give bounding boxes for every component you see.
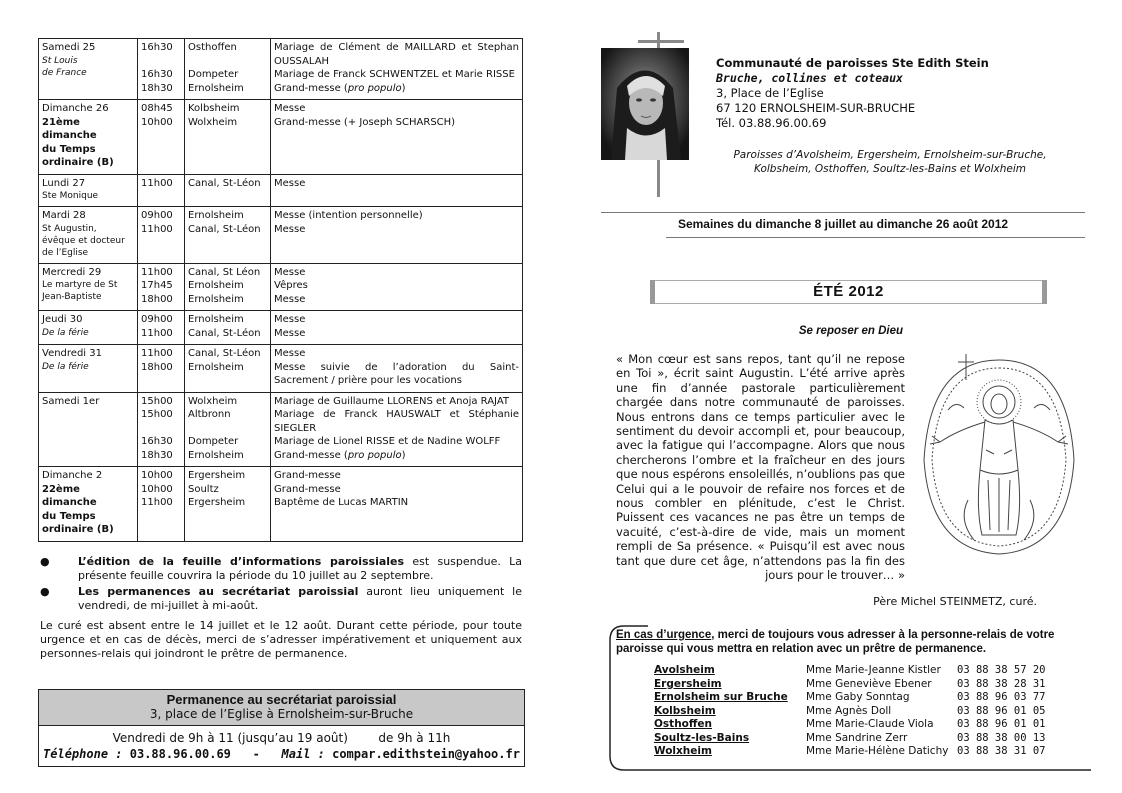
permanence-body — [39, 726, 524, 766]
schedule-row — [39, 207, 523, 264]
org-name: Communauté de paroisses Ste Edith Stein — [716, 56, 989, 70]
day-detail: Jean-Baptiste — [42, 292, 102, 302]
place: Ernolsheim — [188, 280, 244, 291]
reflection-body: « Mon cœur est sans repos, tant qu’il ne repose en Toi », écrit saint Augustin. L’été arrive après une fin d’année pastorale particulièrement chargée dans notre communauté de paroisses. Nous entrons dans ce temps particulier avec le sentiment du devoir accompli et, pour beaucoup, avec la fatigue qui l’accompagne. Alors que nous chercherons l’ombre et la fraîcheur en des jours que nous espérons ensoleillés, n’oublions pas que Celui qui a le pouvoir de refaire nos forces et de nous combler en plénitude, c’est le Christ. Puissent ces vacances ne pas être un temps de vacuité, c’est-à-dire de vide, mais un moment rempli de Sa présence. « Puisqu’il est avec nous tant que dure cet âge, n’attendons pas la fin des jours pour le trouver… » — [616, 352, 905, 583]
schedule-row — [39, 311, 523, 345]
event: Grand-messe (pro populo) — [274, 82, 406, 94]
place: Ergersheim — [188, 470, 246, 481]
event: Messe — [274, 314, 306, 325]
contact-phone: 03 88 38 28 31 — [957, 677, 1046, 690]
time-cell — [138, 263, 185, 311]
contact-village: Avolsheim — [654, 664, 715, 676]
event-cell — [271, 311, 523, 345]
place: Kolbsheim — [188, 103, 240, 114]
place: Osthoffen — [188, 42, 237, 53]
day-detail: du Temps — [42, 510, 96, 522]
contact-village: Wolxheim — [654, 745, 712, 757]
event: Mariage de Clément de MAILLARD et Stephan — [274, 42, 519, 53]
event: Messe — [274, 348, 306, 359]
contact-person: Mme Marie-Hélène Datichy — [806, 745, 949, 757]
urgence-body: , merci de toujours vous adresser à la personne-relais de votre paroisse qui vous mettra en relation avec un prêtre de permanence. — [616, 629, 1055, 655]
parishes-line-2: Kolbsheim, Osthoffen, Soultz-les-Bains et Wolxheim — [753, 163, 1027, 175]
day-label: Mercredi 29 — [42, 266, 102, 278]
day-cell — [39, 39, 138, 100]
time: 11h00 — [141, 327, 173, 339]
contact-person: Mme Marie-Claude Viola — [806, 718, 934, 730]
event-cell — [271, 100, 523, 175]
day-detail: Ste Monique — [42, 191, 99, 201]
reflection-title: Se reposer en Dieu — [798, 325, 903, 337]
banner-title: ÉTÉ 2012 — [813, 283, 884, 300]
bullet-icon: ● — [40, 585, 50, 598]
parishes-line-1: Paroisses d’Avolsheim, Ergersheim, Ernolsheim-sur-Bruche, — [733, 149, 1047, 161]
event: SIEGLER — [274, 422, 317, 434]
place-cell — [185, 467, 271, 542]
day-label: Dimanche 26 — [42, 103, 109, 114]
time: 11h00 — [141, 177, 173, 189]
time: 09h00 — [141, 314, 173, 325]
day-label: Dimanche 2 — [42, 470, 103, 481]
place: Canal, St-Léon — [188, 223, 261, 235]
time: 11h00 — [141, 223, 173, 235]
day-label: Jeudi 30 — [42, 314, 83, 325]
place: Ernolsheim — [188, 210, 244, 221]
phone-label: Téléphone : — [43, 747, 123, 761]
place: Canal, St-Léon — [188, 348, 261, 359]
place — [188, 422, 267, 436]
time: 09h00 — [141, 210, 173, 221]
org-address-2: 67 120 ERNOLSHEIM-SUR-BRUCHE — [716, 101, 916, 115]
place-cell — [185, 100, 271, 175]
time — [141, 55, 181, 69]
day-detail: Le martyre de St — [42, 280, 118, 290]
event: Baptême de Lucas MARTIN — [274, 497, 409, 508]
event: Messe suivie de l’adoration du Saint- — [274, 361, 519, 373]
place: Ernolsheim — [188, 82, 244, 94]
event: Mariage de Franck HAUSWALT et Stéphanie — [274, 409, 519, 420]
event: Messe — [274, 327, 306, 339]
time: 17h45 — [141, 280, 173, 291]
contact-phone: 03 88 96 01 05 — [957, 704, 1046, 717]
permanence-address: 3, place de l’Eglise à Ernolsheim-sur-Bruche — [149, 707, 414, 721]
time: 11h00 — [141, 266, 173, 278]
schedule-row — [39, 39, 523, 100]
day-detail: De la férie — [42, 327, 89, 338]
contact-village: Osthoffen — [654, 718, 712, 730]
event: Mariage de Guillaume LLORENS et Anoja RAJAT — [274, 395, 509, 407]
place-cell — [185, 207, 271, 264]
absence-paragraph: Le curé est absent entre le 14 juillet et le 12 août. Durant cette période, pour toute urgence et en cas de décès, merci de s’adresser impérativement et uniquement aux personnes-relais qui joindront le prêtre de permanence. — [40, 619, 522, 660]
phone-number: 03.88.96.00.69 — [129, 747, 231, 761]
event: Mariage de Franck SCHWENTZEL et Marie RISSE — [274, 69, 515, 80]
permanence-contact — [39, 746, 524, 762]
mail-address: compar.edithstein@yahoo.fr — [332, 747, 520, 761]
time: 11h00 — [141, 348, 173, 359]
place-cell — [185, 392, 271, 467]
note-2-bold: Les permanences au secrétariat paroissial — [78, 585, 359, 598]
contact-phone: 03 88 96 03 77 — [957, 691, 1046, 703]
day-detail: 21ème dimanche — [42, 116, 97, 141]
place: Ergersheim — [188, 497, 246, 508]
day-detail: de France — [42, 67, 87, 78]
place: Dompeter — [188, 69, 239, 80]
day-cell — [39, 345, 138, 393]
weeks-heading: Semaines du dimanche 8 juillet au dimanche 26 août 2012 — [677, 217, 1009, 231]
time: 15h00 — [141, 409, 173, 420]
schedule-row — [39, 263, 523, 311]
event: Grand-messe (pro populo) — [274, 449, 406, 461]
schedule-table — [38, 38, 523, 542]
time: 18h30 — [141, 82, 173, 94]
day-detail: de l’Eglise — [42, 247, 89, 258]
event-cell — [271, 263, 523, 311]
event: Sacrement / prière pour les vocations — [274, 375, 462, 386]
event: OUSSALAH — [274, 55, 330, 67]
urgence-label: En cas d’urgence — [616, 629, 712, 641]
contact-row — [654, 705, 1046, 719]
time-cell — [138, 345, 185, 393]
note-2-text: auront lieu uniquement le vendredi, de mi-juillet à mi-août. — [78, 585, 522, 612]
schedule-row — [39, 174, 523, 207]
contact-row — [654, 745, 1046, 759]
day-detail: 22ème dimanche — [42, 483, 97, 508]
place: Wolxheim — [188, 395, 238, 407]
divider — [601, 212, 1085, 213]
time-cell — [138, 207, 185, 264]
time: 15h00 — [141, 395, 173, 407]
time-cell — [138, 39, 185, 100]
time: 08h45 — [141, 103, 173, 114]
day-cell — [39, 263, 138, 311]
day-detail: St Louis — [42, 55, 78, 66]
day-detail: du Temps — [42, 143, 96, 155]
org-address-1: 3, Place de l’Eglise — [716, 86, 824, 100]
day-label: Samedi 25 — [42, 42, 96, 53]
time — [141, 422, 181, 436]
time: 10h00 — [141, 483, 173, 495]
urgence-text — [616, 628, 1083, 656]
day-detail: De la férie — [42, 361, 89, 372]
time: 16h30 — [141, 69, 173, 80]
place: Ernolsheim — [188, 293, 244, 305]
event-cell — [271, 207, 523, 264]
contact-person: Mme Agnès Doll — [806, 704, 892, 717]
signature: Père Michel STEINMETZ, curé. — [873, 595, 1037, 608]
contact-phone: 03 88 38 31 07 — [957, 745, 1046, 757]
event-cell — [271, 174, 523, 207]
day-cell — [39, 100, 138, 175]
day-cell — [39, 174, 138, 207]
contacts-table — [654, 664, 1046, 759]
christ-illustration — [918, 350, 1080, 558]
event: Messe — [274, 293, 306, 305]
place-cell — [185, 263, 271, 311]
contact-village: Soultz-les-Bains — [654, 731, 750, 744]
contact-person: Mme Marie-Jeanne Kistler — [806, 664, 941, 676]
schedule-row — [39, 467, 523, 542]
time: 18h00 — [141, 293, 173, 305]
permanence-title: Permanence au secrétariat paroissial — [166, 692, 397, 707]
org-subtitle: Bruche, collines et coteaux — [716, 71, 903, 85]
mail-label: Mail : — [281, 747, 325, 761]
place — [188, 55, 267, 69]
bullet-icon: ● — [40, 555, 50, 568]
contact-row — [654, 664, 1046, 678]
time: 18h00 — [141, 361, 173, 373]
event-cell — [271, 345, 523, 393]
event: Grand-messe (+ Joseph SCHARSCH) — [274, 116, 456, 128]
place: Canal, St Léon — [188, 266, 261, 278]
day-detail: ordinaire (B) — [42, 524, 114, 535]
note-bullet-1 — [40, 555, 522, 583]
contact-village: Ernolsheim sur Bruche — [654, 691, 788, 703]
place: Dompeter — [188, 436, 239, 447]
org-phone: Tél. 03.88.96.00.69 — [716, 116, 827, 130]
permanence-hours: Vendredi de 9h à 11 (jusqu’au 19 août) de 9h à 11h — [112, 731, 451, 745]
time: 10h00 — [141, 470, 173, 481]
separator: - — [252, 747, 260, 761]
place: Ernolsheim — [188, 314, 244, 325]
organization-header — [716, 56, 989, 131]
day-detail: évêque et docteur — [42, 235, 125, 246]
day-cell — [39, 392, 138, 467]
event: Messe — [274, 223, 306, 235]
note-1-bold: L’édition de la feuille d’informations paroissiales — [78, 555, 405, 568]
event: Vêpres — [274, 280, 308, 291]
time: 18h30 — [141, 449, 173, 461]
event: Messe — [274, 266, 306, 278]
place: Ernolsheim — [188, 361, 244, 373]
time: 16h30 — [141, 436, 173, 447]
day-detail: St Augustin, — [42, 223, 97, 234]
event-cell — [271, 467, 523, 542]
day-label: Vendredi 31 — [42, 348, 102, 359]
contact-person: Mme Geneviève Ebener — [806, 677, 932, 690]
contact-row — [654, 732, 1046, 746]
event: Grand-messe — [274, 483, 341, 495]
time-cell — [138, 311, 185, 345]
time: 10h00 — [141, 116, 173, 128]
place-cell — [185, 345, 271, 393]
event: Messe — [274, 177, 306, 189]
event: Grand-messe — [274, 470, 341, 481]
note-1-text: est suspendue. La présente feuille couvrira la période du 10 juillet au 2 septembre. — [78, 555, 523, 582]
permanence-box — [38, 689, 525, 767]
contact-person: Mme Sandrine Zerr — [806, 731, 908, 744]
contact-village: Ergersheim — [654, 677, 722, 690]
note-bullet-2 — [40, 585, 522, 613]
schedule-row — [39, 100, 523, 175]
place-cell — [185, 174, 271, 207]
event-italic: pro populo — [347, 449, 402, 461]
time: 11h00 — [141, 497, 173, 508]
place: Canal, St-Léon — [188, 177, 261, 189]
place-cell — [185, 311, 271, 345]
contact-row — [654, 691, 1046, 705]
cross-horizontal — [638, 40, 684, 43]
time-cell — [138, 100, 185, 175]
event-cell — [271, 39, 523, 100]
contact-village: Kolbsheim — [654, 704, 716, 717]
event: Mariage de Lionel RISSE et de Nadine WOLFF — [274, 436, 501, 447]
notes — [40, 555, 522, 661]
place: Altbronn — [188, 409, 231, 420]
day-label: Lundi 27 — [42, 177, 86, 189]
event: Messe — [274, 103, 306, 114]
event-cell — [271, 392, 523, 467]
event: Messe (intention personnelle) — [274, 210, 423, 221]
permanence-header — [39, 690, 524, 726]
contact-phone: 03 88 38 00 13 — [957, 731, 1046, 744]
time-cell — [138, 392, 185, 467]
place: Wolxheim — [188, 116, 238, 128]
event-italic: pro populo — [347, 82, 402, 94]
contact-person: Mme Gaby Sonntag — [806, 691, 910, 703]
day-detail: ordinaire (B) — [42, 157, 114, 168]
place-cell — [185, 39, 271, 100]
time-cell — [138, 174, 185, 207]
day-label: Samedi 1er — [42, 395, 100, 407]
divider — [666, 237, 1085, 238]
day-label: Mardi 28 — [42, 210, 86, 221]
place: Canal, St-Léon — [188, 327, 261, 339]
time-cell — [138, 467, 185, 542]
day-cell — [39, 467, 138, 542]
contact-phone: 03 88 96 01 01 — [957, 718, 1046, 730]
reflection-text — [616, 352, 905, 583]
contact-phone: 03 88 38 57 20 — [957, 664, 1046, 676]
place: Soultz — [188, 483, 219, 495]
time: 16h30 — [141, 42, 173, 53]
portrait-photo — [601, 48, 689, 160]
day-cell — [39, 207, 138, 264]
day-cell — [39, 311, 138, 345]
place: Ernolsheim — [188, 449, 244, 461]
schedule-row — [39, 392, 523, 467]
contact-row — [654, 718, 1046, 732]
schedule-row — [39, 345, 523, 393]
contact-row — [654, 678, 1046, 692]
parishes-list — [700, 148, 1080, 176]
